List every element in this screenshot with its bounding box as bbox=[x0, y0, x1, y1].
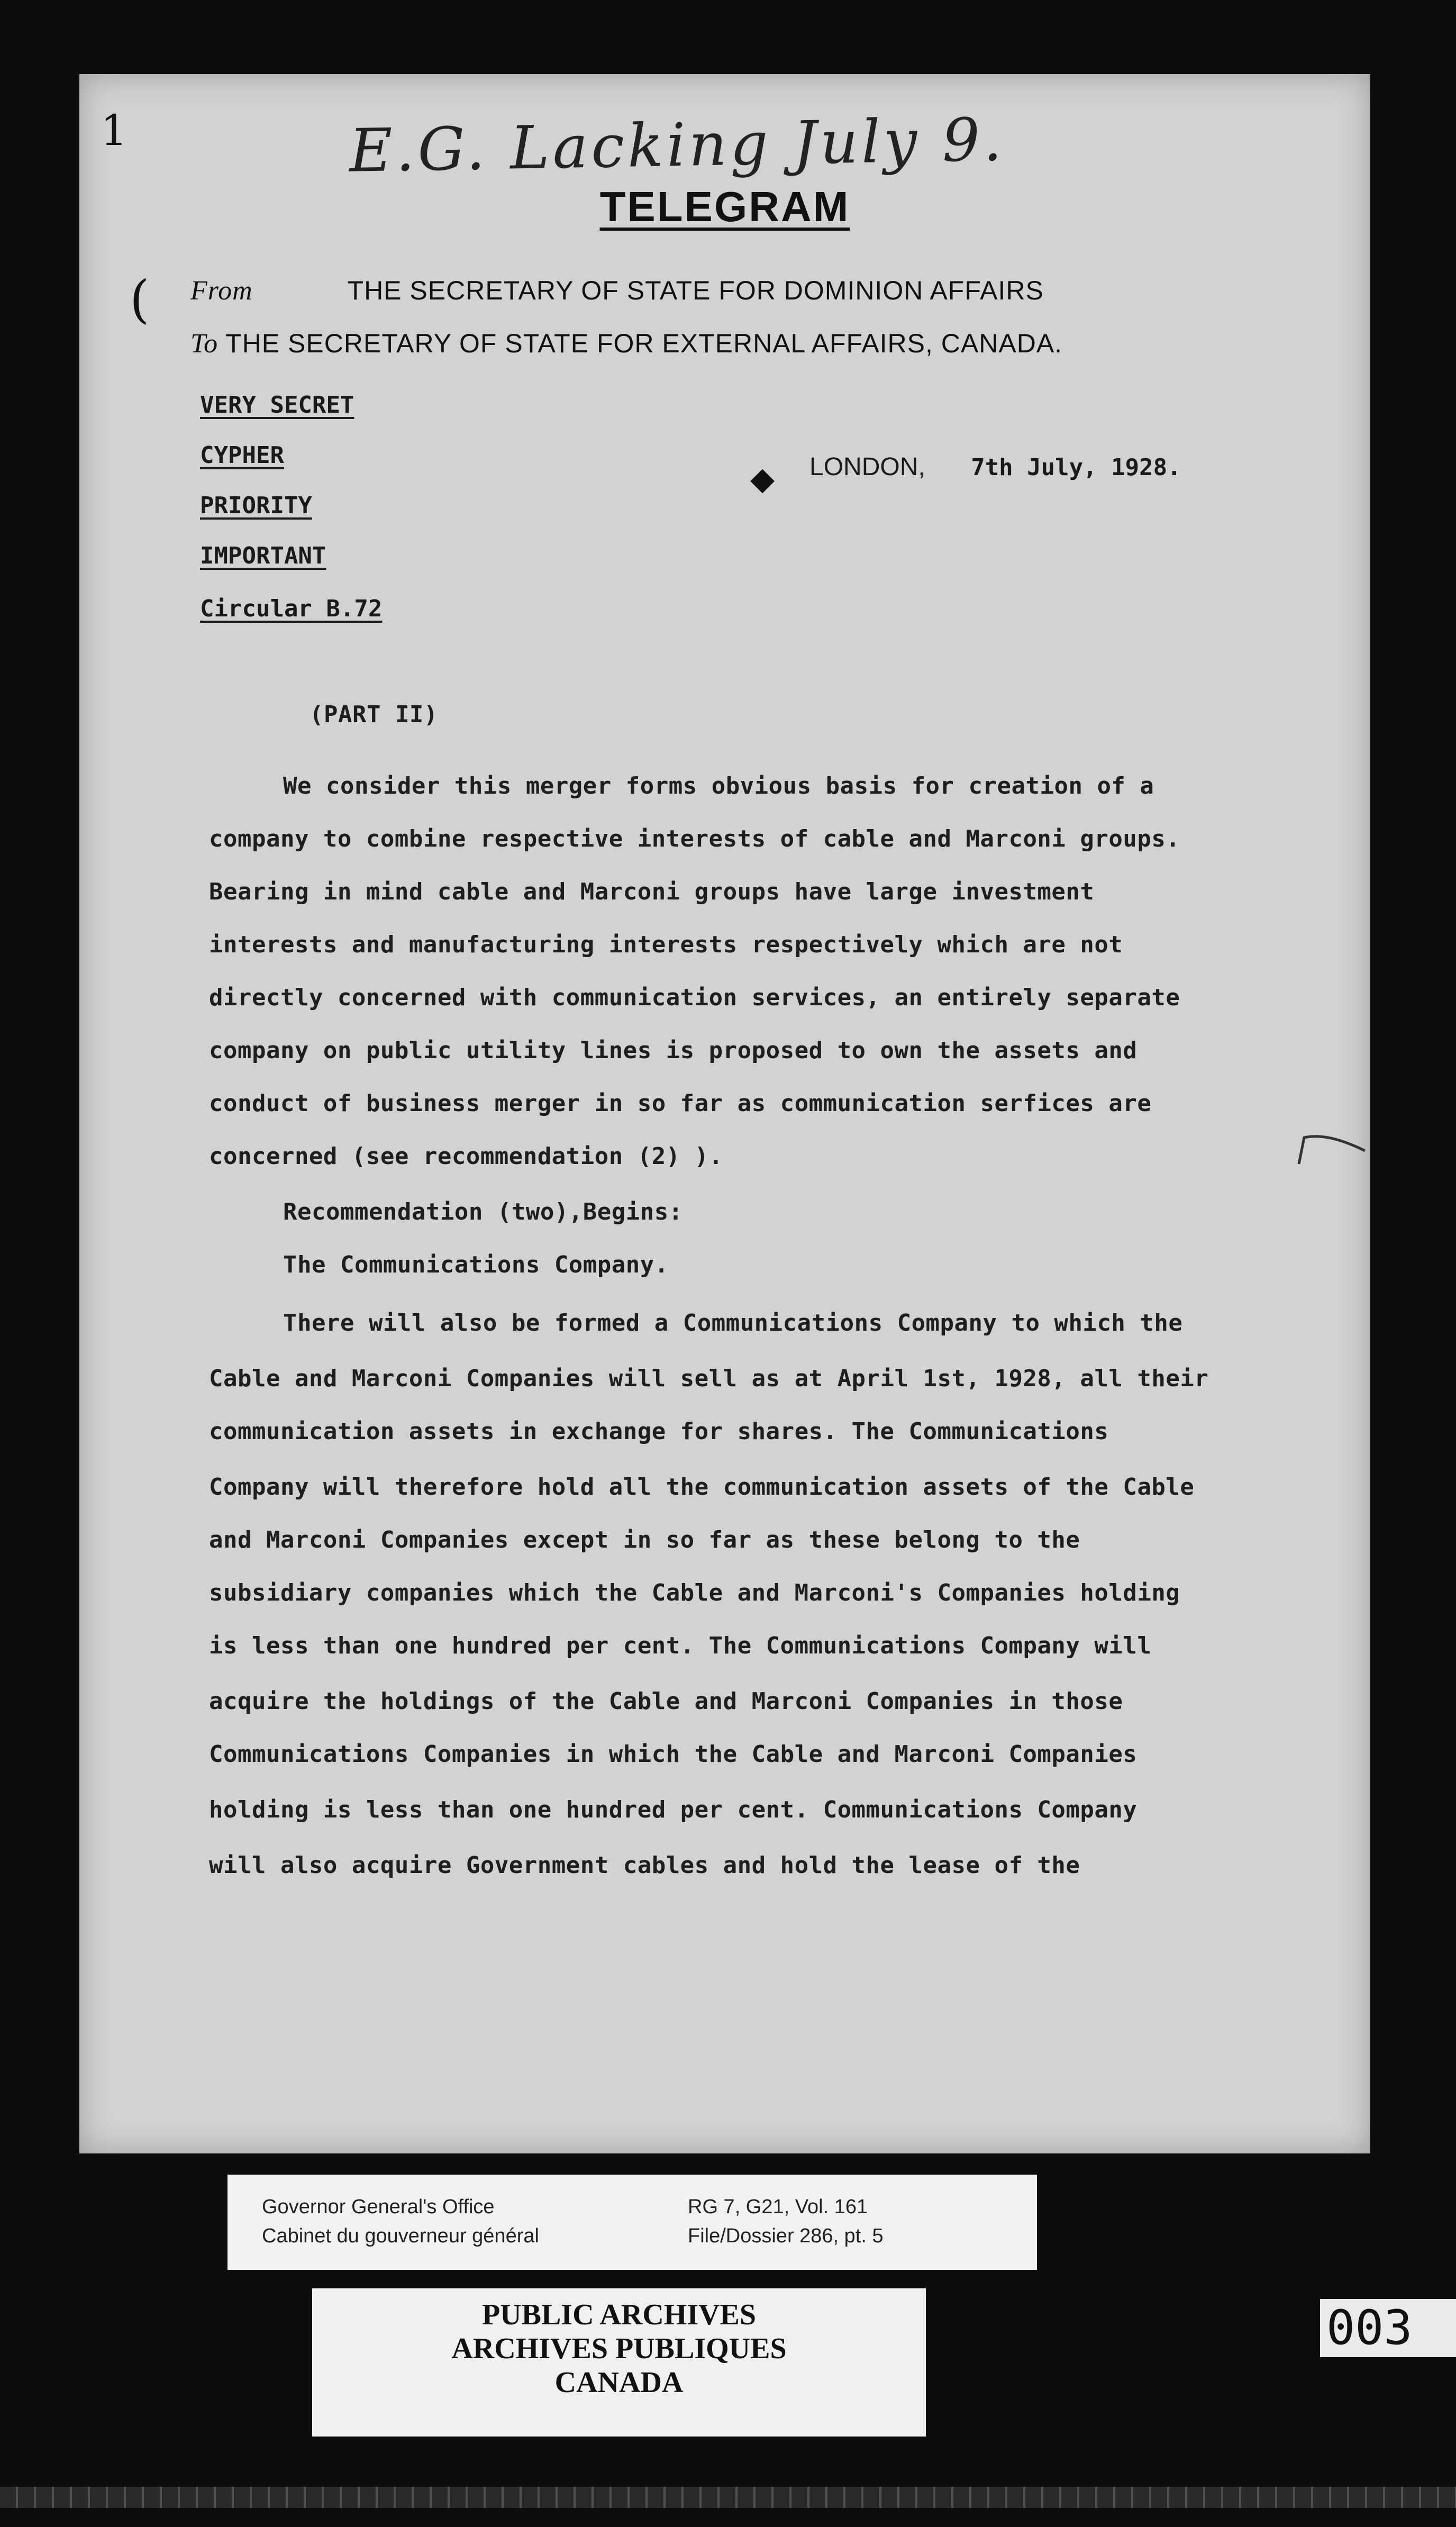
body-line: Company will therefore hold all the communication assets of the Cable bbox=[209, 1474, 1195, 1501]
archives-line-fr: ARCHIVES PUBLIQUES bbox=[451, 2332, 787, 2365]
classification-important: IMPORTANT bbox=[200, 542, 326, 569]
body-line: The Communications Company. bbox=[283, 1251, 669, 1278]
to-value: THE SECRETARY OF STATE FOR EXTERNAL AFFAIRS, CANADA. bbox=[225, 329, 1063, 358]
classification-very-secret: VERY SECRET bbox=[200, 392, 354, 419]
body-line: interests and manufacturing interests respectively which are not bbox=[209, 931, 1123, 958]
office-en: Governor General's Office bbox=[262, 2196, 495, 2218]
date: 7th July, 1928. bbox=[971, 454, 1181, 481]
archives-stamp bbox=[312, 2288, 926, 2437]
archives-line-country: CANADA bbox=[554, 2366, 684, 2399]
office-fr: Cabinet du gouverneur général bbox=[262, 2225, 539, 2247]
body-line: We consider this merger forms obvious basis for creation of a bbox=[283, 772, 1154, 799]
archives-line-en: PUBLIC ARCHIVES bbox=[481, 2298, 757, 2331]
body-line: There will also be formed a Communications Company to which the bbox=[283, 1310, 1183, 1337]
body-line: subsidiary companies which the Cable and Marconi's Companies holding bbox=[209, 1579, 1180, 1606]
from-line bbox=[190, 275, 1044, 306]
body-line: acquire the holdings of the Cable and Marconi Companies in those bbox=[209, 1688, 1123, 1715]
to-label: To bbox=[190, 329, 219, 359]
classification-priority: PRIORITY bbox=[200, 492, 312, 519]
body-line: concerned (see recommendation (2) ). bbox=[209, 1143, 723, 1170]
archive-label bbox=[228, 2175, 1037, 2270]
place: LONDON, bbox=[809, 453, 925, 481]
body-line: directly concerned with communication services, an entirely separate bbox=[209, 984, 1180, 1011]
margin-pen-mark bbox=[1296, 1132, 1370, 1175]
film-edge bbox=[0, 2487, 1456, 2508]
body-line: conduct of business merger in so far as communication serfices are bbox=[209, 1090, 1152, 1117]
body-line: will also acquire Government cables and hold the lease of the bbox=[209, 1852, 1080, 1879]
body-line: holding is less than one hundred per cent. Communications Company bbox=[209, 1796, 1138, 1823]
handwritten-note: E.G. Lacking July 9. bbox=[348, 105, 1006, 186]
page-title: TELEGRAM bbox=[599, 183, 850, 230]
body-line: company to combine respective interests of cable and Marconi groups. bbox=[209, 825, 1180, 852]
from-label: From bbox=[190, 276, 253, 306]
circular-reference: Circular B.72 bbox=[200, 595, 383, 622]
frame-number: 003 bbox=[1320, 2299, 1456, 2357]
body-line: and Marconi Companies except in so far as these belong to the bbox=[209, 1526, 1080, 1553]
body-line: company on public utility lines is proposed to own the assets and bbox=[209, 1037, 1138, 1064]
place-date bbox=[809, 452, 1181, 481]
file-number: File/Dossier 286, pt. 5 bbox=[688, 2225, 884, 2247]
body-line: Bearing in mind cable and Marconi groups have large investment bbox=[209, 878, 1095, 905]
from-value: THE SECRETARY OF STATE FOR DOMINION AFFAIRS bbox=[347, 276, 1044, 305]
body-line: is less than one hundred per cent. The Communications Company will bbox=[209, 1632, 1152, 1659]
body-line: Recommendation (two),Begins: bbox=[283, 1198, 683, 1225]
punch-hole-mark: ( bbox=[130, 270, 150, 329]
margin-number: 1 bbox=[101, 106, 128, 155]
body-line: Cable and Marconi Companies will sell as at April 1st, 1928, all their bbox=[209, 1365, 1209, 1392]
body-line: communication assets in exchange for shares. The Communications bbox=[209, 1418, 1109, 1445]
body-line: Communications Companies in which the Cable and Marconi Companies bbox=[209, 1741, 1138, 1768]
to-line bbox=[190, 328, 1062, 359]
telegram-page bbox=[79, 74, 1370, 2153]
classification-cypher: CYPHER bbox=[200, 442, 284, 469]
reference-number: RG 7, G21, Vol. 161 bbox=[688, 2196, 868, 2218]
ink-mark: ◆ bbox=[750, 460, 775, 497]
part-heading: (PART II) bbox=[310, 701, 438, 728]
